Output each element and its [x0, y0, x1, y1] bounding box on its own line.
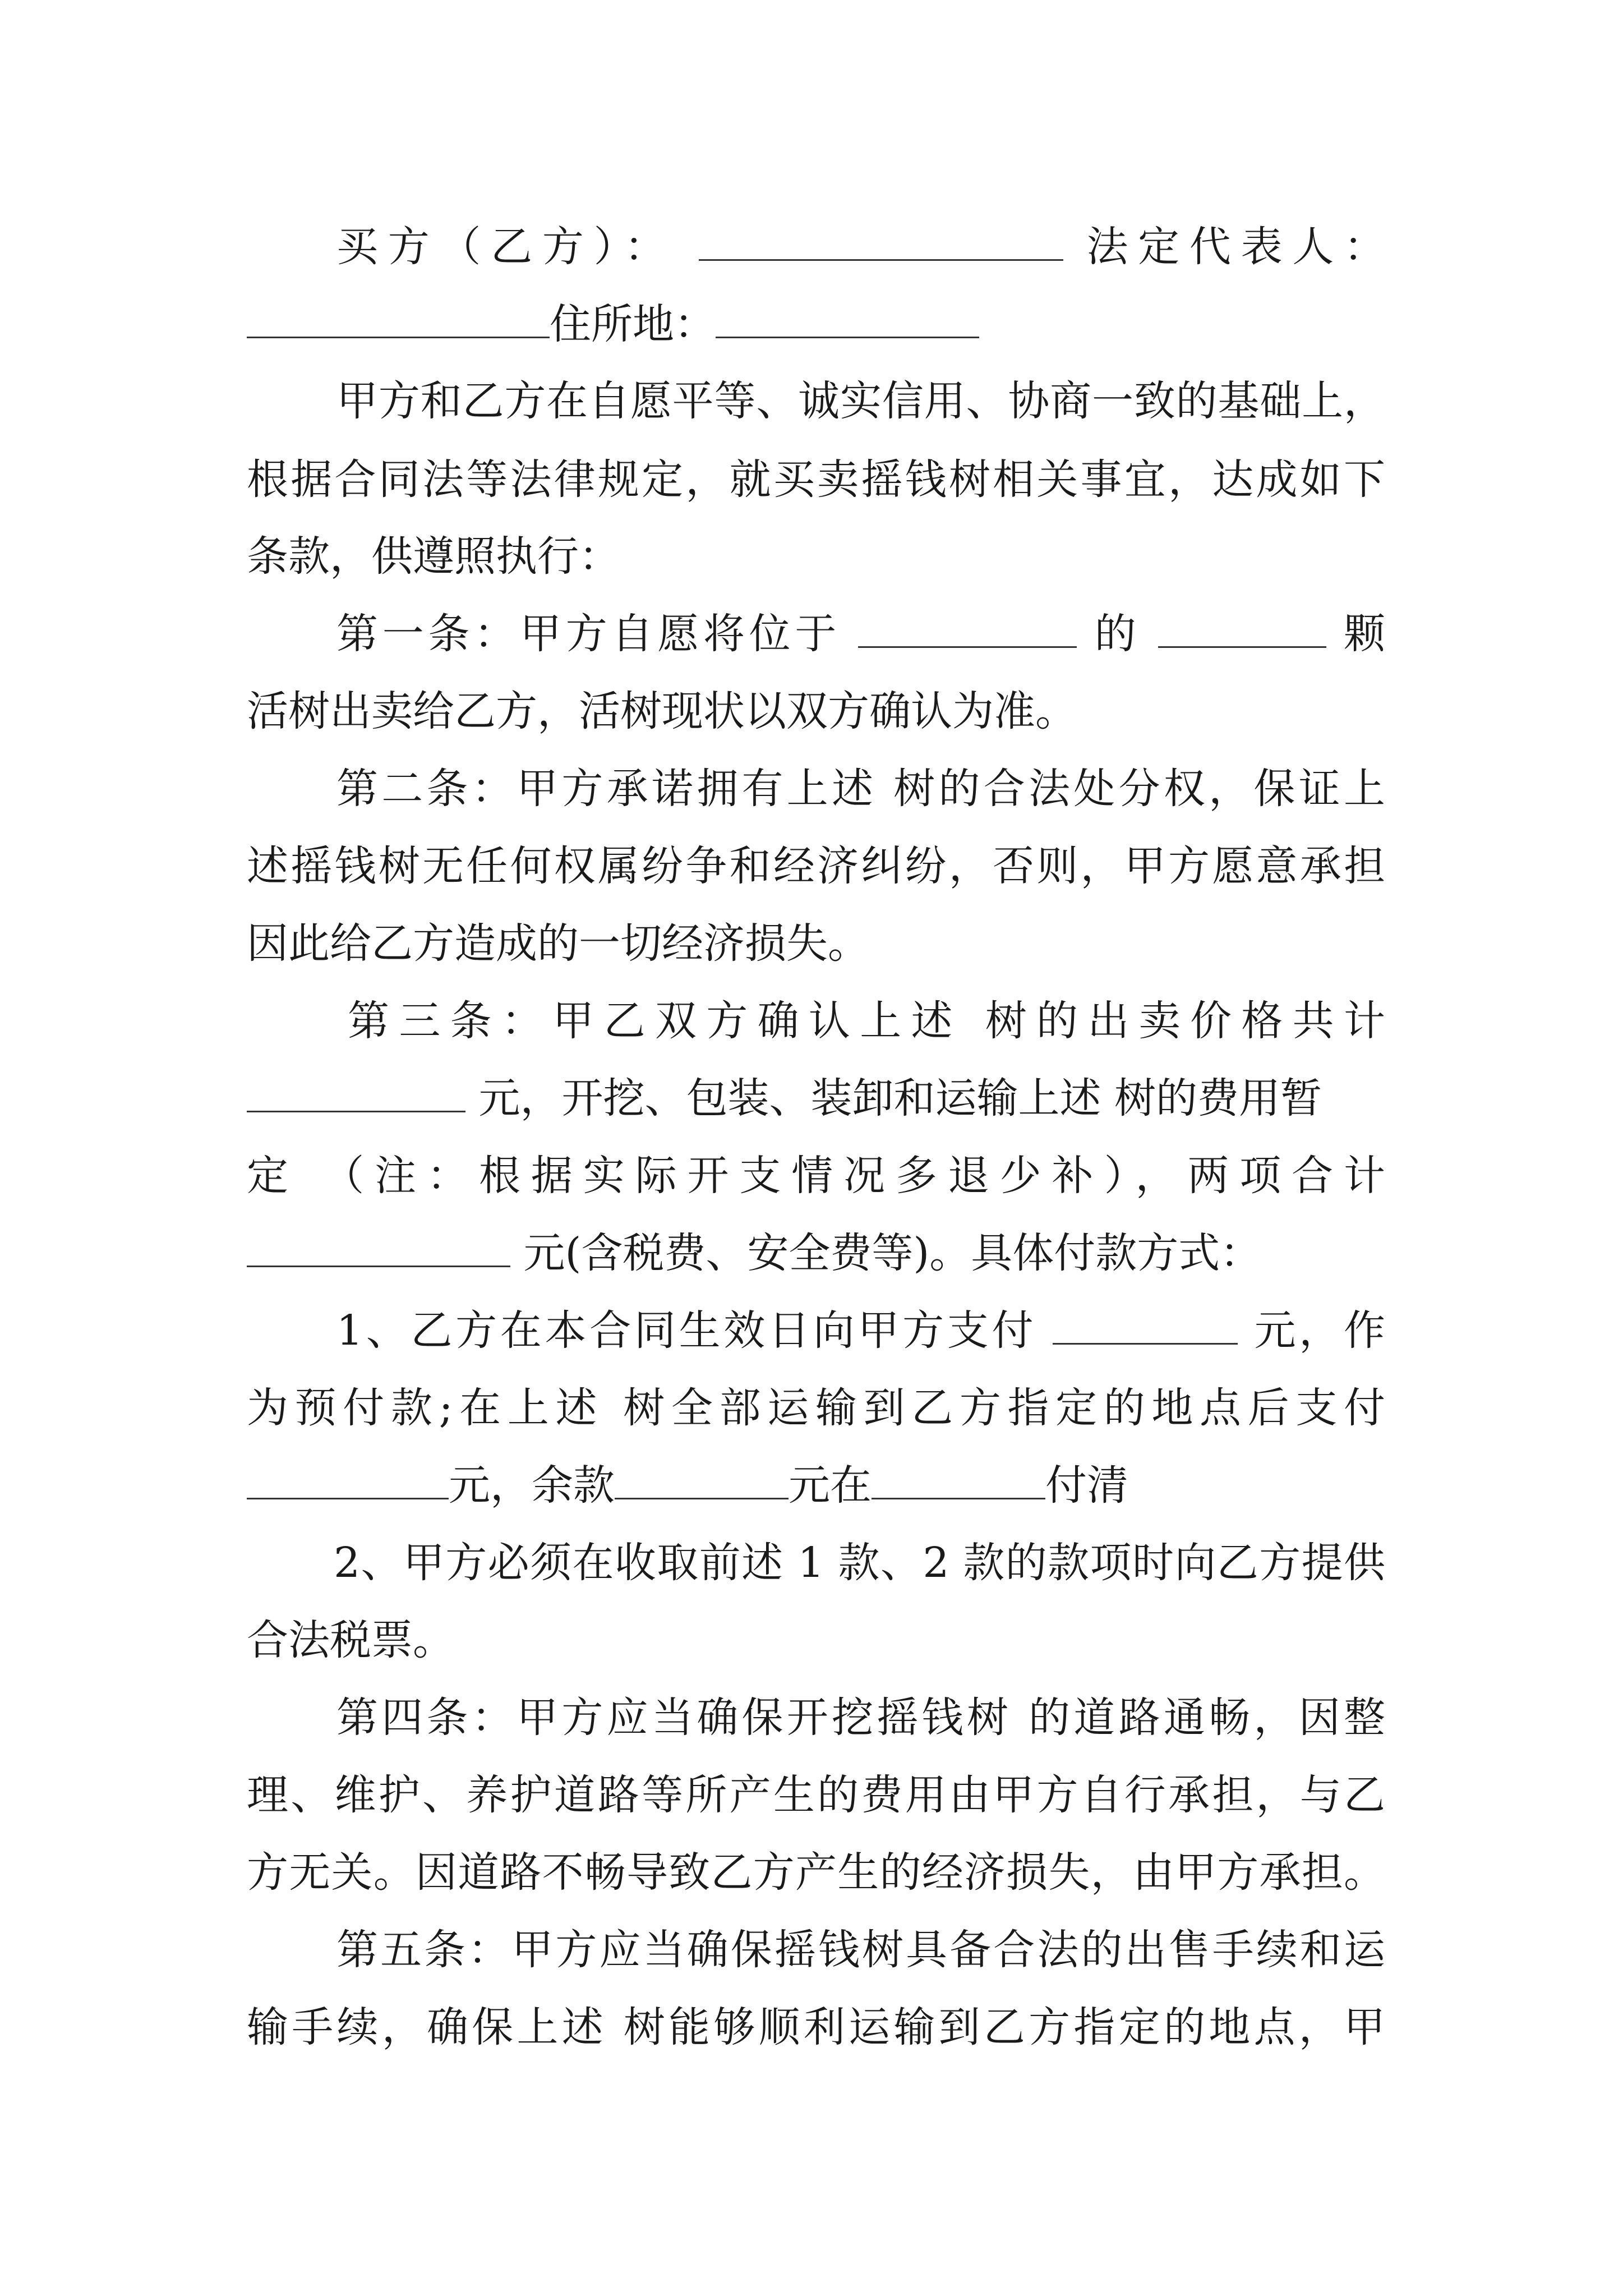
payment-1-text-c: 元，余款: [449, 1461, 615, 1510]
article-2-line-1: [336, 749, 1385, 828]
article-3-text-4: 元(含税费、安全费等)。具体付款方式：: [523, 1229, 1262, 1277]
balance-date-blank: [872, 1465, 1045, 1499]
buyer-label: 买方（乙方）：: [336, 223, 676, 271]
article-3-text-2: 元，开挖、包装、装卸和运输上述 树的费用暂: [478, 1074, 1322, 1122]
address-line: [247, 285, 1385, 364]
tree-count-blank: [1158, 614, 1326, 648]
article-3-text-3: 定 （注：根据实际开支情况多退少补），两项合计: [247, 1152, 1385, 1200]
article-3-line-4: [247, 1214, 1385, 1292]
payment-1-text-b: 元，作: [1254, 1306, 1385, 1355]
preamble-text-3: 条款，供遵照执行：: [247, 532, 620, 581]
preamble-text-1: 甲方和乙方在自愿平等、诚实信用、协商一致的基础上，: [336, 377, 1385, 425]
article-3-text-1: 第三条：甲乙双方确认上述 树的出卖价格共计: [348, 997, 1385, 1045]
article-1-text-b: 的: [1094, 610, 1141, 658]
prepayment-blank: [1053, 1310, 1238, 1345]
payment-1-line-1: [336, 1291, 1385, 1370]
preamble-line-2: [247, 440, 1385, 519]
address-label: 住所地：: [550, 300, 716, 348]
article-4-line-1: [336, 1678, 1385, 1757]
sale-price-blank: [247, 1078, 465, 1112]
payment-1-text-e: 付清: [1045, 1461, 1128, 1510]
preamble-line-1: [336, 362, 1385, 440]
article-5-line-1: [336, 1911, 1385, 1989]
article-1-text-d: 活树出卖给乙方，活树现状以双方确认为准。: [247, 687, 1077, 735]
article-5-text-2: 输手续，确保上述 树能够顺利运输到乙方指定的地点，甲: [247, 2003, 1385, 2051]
article-4-text-2: 理、维护、养护道路等所产生的费用由甲方自行承担，与乙: [247, 1771, 1385, 1819]
article-2-text-3: 因此给乙方造成的一切经济损失。: [247, 919, 869, 968]
payment-1-line-3: [247, 1446, 1385, 1525]
payment-1-text-2: 为预付款;在上述 树全部运输到乙方指定的地点后支付: [247, 1384, 1385, 1432]
total-price-blank: [247, 1233, 510, 1267]
article-5-line-2: [247, 1988, 1385, 2067]
article-1-text-a: 第一条：甲方自愿将位于: [336, 610, 841, 658]
buyer-line: [336, 208, 1385, 286]
article-5-text-1: 第五条：甲方应当确保摇钱树具备合法的出售手续和运: [336, 1926, 1385, 1974]
article-4-text-1: 第四条：甲方应当确保开挖摇钱树 的道路通畅，因整: [336, 1694, 1385, 1742]
preamble-line-3: [247, 517, 1385, 596]
article-4-text-3: 方无关。因道路不畅导致乙方产生的经济损失，由甲方承担。: [247, 1848, 1385, 1897]
article-1-line-2: [247, 672, 1385, 751]
preamble-text-2: 根据合同法等法律规定，就买卖摇钱树相关事宜，达成如下: [247, 455, 1385, 504]
payment-2-line-1: [334, 1524, 1385, 1602]
delivery-payment-blank: [247, 1465, 449, 1499]
article-2-line-3: [247, 904, 1385, 983]
payment-2-line-2: [247, 1601, 1385, 1680]
article-3-line-2: [247, 1059, 1385, 1138]
payment-2-text-1: 2、甲方必须在收取前述 1 款、2 款的款项时向乙方提供: [334, 1539, 1385, 1587]
article-1-text-c: 颗: [1343, 610, 1385, 658]
article-3-line-3: [247, 1137, 1385, 1215]
payment-1-line-2: [247, 1369, 1385, 1447]
address-blank: [716, 304, 979, 338]
article-2-line-2: [247, 827, 1385, 905]
legal-rep-label: 法定代表人：: [1086, 223, 1385, 271]
article-4-line-3: [247, 1833, 1385, 1912]
article-2-text-2: 述摇钱树无任何权属纷争和经济纠纷，否则，甲方愿意承担: [247, 842, 1385, 890]
balance-blank: [615, 1465, 789, 1499]
payment-2-text-2: 合法税票。: [247, 1616, 454, 1664]
buyer-name-blank: [699, 227, 1063, 261]
legal-rep-blank: [247, 304, 550, 338]
article-3-line-1: [348, 982, 1385, 1060]
article-4-line-2: [247, 1756, 1385, 1834]
payment-1-text-d: 元在: [789, 1461, 872, 1510]
article-2-text-1: 第二条：甲方承诺拥有上述 树的合法处分权，保证上: [336, 765, 1385, 813]
location-blank: [858, 614, 1077, 648]
payment-1-text-a: 1、乙方在本合同生效日向甲方支付: [336, 1306, 1037, 1355]
article-1-line-1: [336, 595, 1385, 673]
